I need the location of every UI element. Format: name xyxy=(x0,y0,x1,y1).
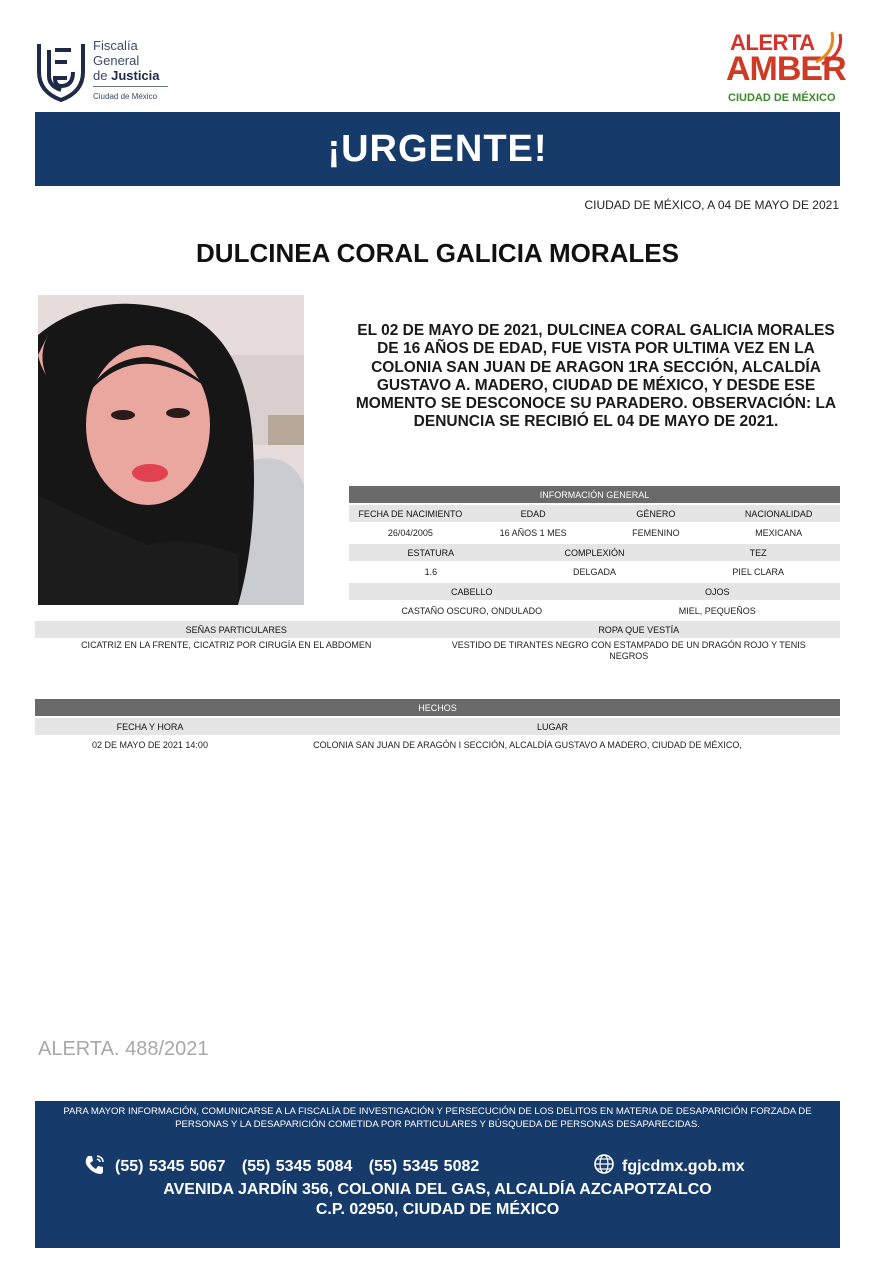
value-marks: CICATRIZ EN LA FRENTE, CICATRIZ POR CIRUGÍA EN EL ABDOMEN xyxy=(81,640,372,650)
footer-website[interactable]: fgjcdmx.gob.mx xyxy=(622,1158,745,1175)
fgj-emblem-icon xyxy=(35,36,87,102)
info-row2-headers xyxy=(349,544,840,561)
header-age: EDAD xyxy=(520,508,546,519)
footer-contact xyxy=(35,1101,840,1248)
details-values xyxy=(35,640,840,666)
value-age: 16 AÑOS 1 MES xyxy=(499,527,567,538)
date-line: CIUDAD DE MÉXICO, A 04 DE MAYO DE 2021 xyxy=(584,198,839,212)
info-row3-headers xyxy=(349,583,840,600)
header-eyes: OJOS xyxy=(704,586,730,597)
alert-number: ALERTA. 488/2021 xyxy=(38,1038,209,1060)
fgj-line1: Fiscalía xyxy=(93,38,138,53)
value-height: 1.6 xyxy=(424,566,438,577)
header-place: LUGAR xyxy=(536,721,568,732)
web-icon xyxy=(593,1153,615,1175)
header-marks: SEÑAS PARTICULARES xyxy=(185,624,287,635)
urgent-banner-text: ¡URGENTE! xyxy=(327,127,548,170)
header-height: ESTATURA xyxy=(407,547,455,558)
fgj-subtitle: Ciudad de México xyxy=(93,92,158,101)
value-clothing: VESTIDO DE TIRANTES NEGRO CON ESTAMPADO DE UN DRAGÓN ROJO Y TENIS NEGROS xyxy=(451,640,806,661)
amber-wave-icon xyxy=(812,28,848,68)
info-row1-values xyxy=(349,524,840,541)
footer-address-line2: C.P. 02950, CIUDAD DE MÉXICO xyxy=(315,1201,560,1218)
urgent-banner xyxy=(35,112,840,186)
header-build: COMPLEXIÓN xyxy=(564,547,625,558)
hechos-title: HECHOS xyxy=(418,702,457,713)
hechos-headers xyxy=(35,718,840,735)
case-description: EL 02 DE MAYO DE 2021, DULCINEA CORAL GALICIA MORALES DE 16 AÑOS DE EDAD, FUE VISTA POR ULTIMA VEZ EN LA COLONIA SAN JUAN DE ARAGON 1RA SECCIÓN, ALCALDÍA GUSTAVO A. MADERO, CIUDAD DE MÉXICO, Y DESDE ESE MOMENTO SE DESCONOCE SU PARADERO. OBSERVACIÓN: LA DENUNCIA SE RECIBIÓ EL 04 DE MAYO DE 2021. xyxy=(355,322,837,431)
header-hair: CABELLO xyxy=(450,586,493,597)
info-row3-values xyxy=(349,602,840,619)
hechos-values xyxy=(35,736,840,753)
value-complexion: PIEL CLARA xyxy=(732,566,785,577)
fgj-logo xyxy=(35,32,175,108)
value-gender: FEMENINO xyxy=(632,527,680,538)
footer-address-line1: AVENIDA JARDÍN 356, COLONIA DEL GAS, ALCALDÍA AZCAPOTZALCO xyxy=(163,1181,712,1198)
footer-info-text: PARA MAYOR INFORMACIÓN, COMUNICARSE A LA FISCALÍA DE INVESTIGACIÓN Y PERSECUCIÓN DE LOS DELITOS EN MATERIA DE DESAPARICIÓN FORZADA DE PERSONAS Y LA DESAPARICIÓN COMETIDA POR PARTICULARES Y BÚSQUEDA DE PERSONAS DESAPARECIDAS. xyxy=(63,1106,812,1130)
hechos-title-bar xyxy=(35,699,840,716)
photo-image xyxy=(38,295,304,605)
fgj-line2: General xyxy=(93,53,140,68)
fgj-divider xyxy=(93,86,168,87)
amber-line1: ALERTA xyxy=(730,30,815,55)
value-birthdate: 26/04/2005 xyxy=(387,527,433,538)
missing-person-photo xyxy=(38,295,304,605)
fgj-line3-prefix: de xyxy=(93,68,108,83)
header-birthdate: FECHA DE NACIMIENTO xyxy=(358,508,463,519)
fgj-line3-strong: Justicia xyxy=(111,68,160,83)
alerta-amber-logo xyxy=(720,28,845,108)
header-datetime: FECHA Y HORA xyxy=(116,721,184,732)
header-complexion: TEZ xyxy=(749,547,767,558)
phone-icon xyxy=(83,1154,105,1176)
info-row1-headers xyxy=(349,505,840,522)
fgj-wordmark xyxy=(93,38,160,83)
person-name: DULCINEA CORAL GALICIA MORALES xyxy=(196,238,679,268)
header-gender: GÉNERO xyxy=(636,508,676,519)
value-datetime: 02 DE MAYO DE 2021 14:00 xyxy=(92,739,208,750)
details-headers xyxy=(35,621,840,638)
header-nationality: NACIONALIDAD xyxy=(744,508,813,519)
amber-line2: AMBER xyxy=(726,50,846,88)
value-build: DELGADA xyxy=(573,566,617,577)
info-title: INFORMACIÓN GENERAL xyxy=(539,489,650,500)
value-hair: CASTAÑO OSCURO, ONDULADO xyxy=(401,605,543,616)
footer-phones[interactable]: (55) 5345 5067 (55) 5345 5084 (55) 5345 5082 xyxy=(115,1158,480,1175)
info-row2-values xyxy=(349,563,840,580)
amber-line3: CIUDAD DE MÉXICO xyxy=(728,92,836,104)
value-place: COLONIA SAN JUAN DE ARAGÓN I SECCIÓN, ALCALDÍA GUSTAVO A MADERO, CIUDAD DE MÉXICO, xyxy=(313,739,742,750)
value-nationality: MEXICANA xyxy=(755,527,803,538)
info-title-bar xyxy=(349,486,840,503)
value-eyes: MIEL, PEQUEÑOS xyxy=(678,605,756,616)
header-clothing: ROPA QUE VESTÍA xyxy=(598,624,680,635)
